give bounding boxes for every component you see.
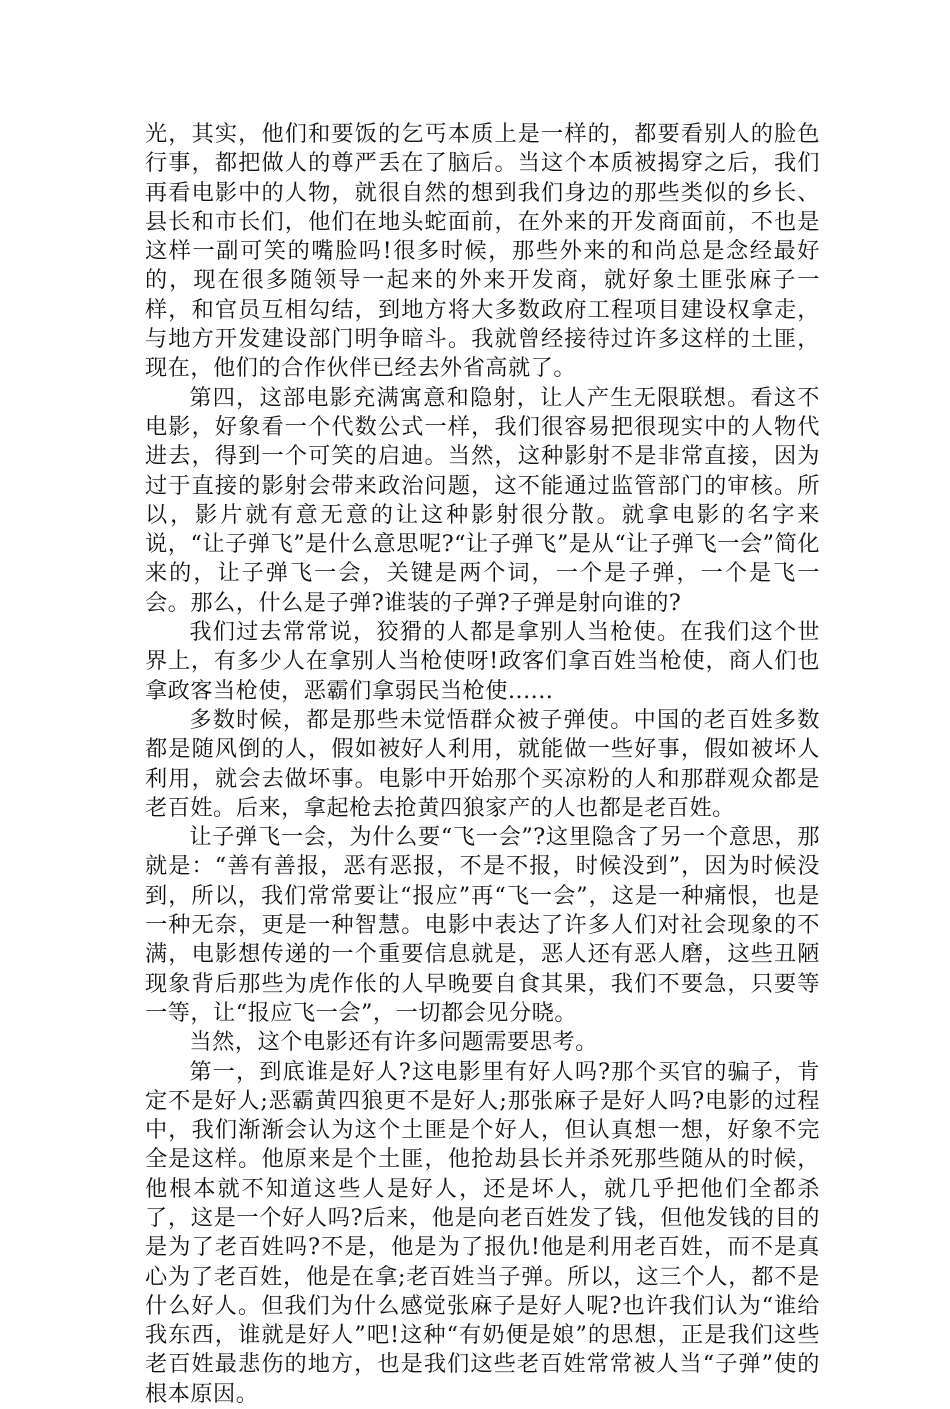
paragraph-gun-use: 我们过去常常说，狡猾的人都是拿别人当枪使。在我们这个世界上，有多少人在拿别人当枪使呀!政客们拿百姓当枪使，商人们也拿政客当枪使，恶霸们拿弱民当枪使......: [145, 618, 820, 706]
paragraph-first-question: 第一，到底谁是好人?这电影里有好人吗?那个买官的骗子，肯定不是好人;恶霸黄四狼更不是好人;那张麻子是好人吗?电影的过程中，我们渐渐会认为这个土匪是个好人，但认真想一想，好象不完全是这样。他原来是个土匪，他抢劫县长并杀死那些随从的时候，他根本就不知道这些人是好人，还是坏人，就几乎把他们全都杀了，这是一个好人吗?后来，他是向老百姓发了钱，但他发钱的目的是为了老百姓吗?不是，他是为了报仇!他是利用老百姓，而不是真心为了老百姓，他是在拿;老百姓当子弹。所以，这三个人，都不是什么好人。但我们为什么感觉张麻子是好人呢?也许我们认为“谁给我东西，谁就是好人”吧!这种“有奶便是娘”的思想，正是我们这些老百姓最悲伤的地方，也是我们这些老百姓常常被人当“子弹”使的根本原因。: [145, 1058, 820, 1409]
paragraph-fourth-point: 第四，这部电影充满寓意和隐射，让人产生无限联想。看这不电影，好象看一个代数公式一样，我们很容易把很现实中的人物代进去，得到一个可笑的启迪。当然，这种影射不是非常直接，因为过于直接的影射会带来政治问题，这不能通过监管部门的审核。所以，影片就有意无意的让这种影射很分散。就拿电影的名字来说，“让子弹飞”是什么意思呢?“让子弹飞”是从“让子弹飞一会”简化来的，让子弹飞一会，关键是两个词，一个是子弹，一个是飞一会。那么，什么是子弹?谁装的子弹?子弹是射向谁的?: [145, 384, 820, 618]
article-body: [145, 120, 820, 1409]
paragraph-questions-intro: 当然，这个电影还有许多问题需要思考。: [145, 1028, 820, 1057]
paragraph-masses: 多数时候，都是那些未觉悟群众被子弹使。中国的老百姓多数都是随风倒的人，假如被好人利用，就能做一些好事，假如被坏人利用，就会去做坏事。电影中开始那个买凉粉的人和那群观众都是老百姓。后来，拿起枪去抢黄四狼家产的人也都是老百姓。: [145, 706, 820, 823]
paragraph-fly-awhile: 让子弹飞一会，为什么要“飞一会”?这里隐含了另一个意思，那就是：“善有善报，恶有恶报，不是不报，时候没到”，因为时候没到，所以，我们常常要让“报应”再“飞一会”，这是一种痛恨，也是一种无奈，更是一种智慧。电影中表达了许多人们对社会现象的不满，电影想传递的一个重要信息就是，恶人还有恶人磨，这些丑陋现象背后那些为虎作伥的人早晚要自食其果，我们不要急，只要等一等，让“报应飞一会”，一切都会见分晓。: [145, 823, 820, 1028]
paragraph-continuation: 光，其实，他们和要饭的乞丐本质上是一样的，都要看别人的脸色行事，都把做人的尊严丢在了脑后。当这个本质被揭穿之后，我们再看电影中的人物，就很自然的想到我们身边的那些类似的乡长、县长和市长们，他们在地头蛇面前，在外来的开发商面前，不也是这样一副可笑的嘴脸吗!很多时候，那些外来的和尚总是念经最好的，现在很多随领导一起来的外来开发商，就好象土匪张麻子一样，和官员互相勾结，到地方将大多数政府工程项目建设权拿走，与地方开发建设部门明争暗斗。我就曾经接待过许多这样的土匪，现在，他们的合作伙伴已经去外省高就了。: [145, 120, 820, 384]
